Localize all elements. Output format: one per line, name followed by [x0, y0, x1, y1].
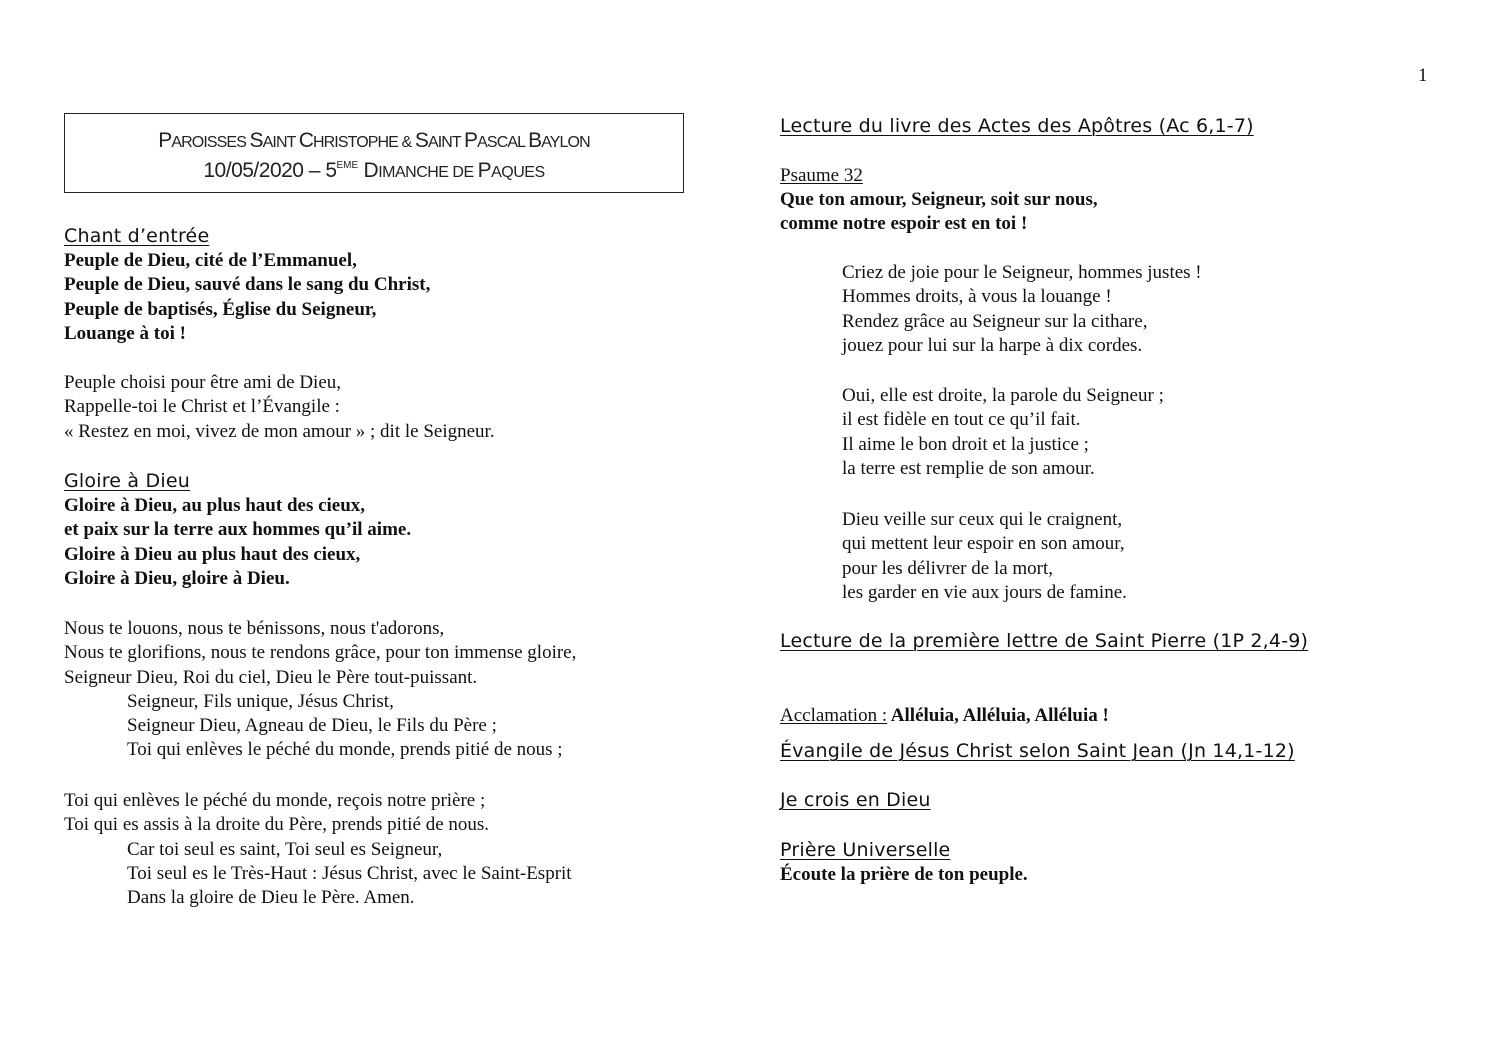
- lyric-line: qui mettent leur espoir en son amour,: [842, 533, 1125, 555]
- lyric-line: Toi qui es assis à la droite du Père, prends pitié de nous.: [64, 814, 490, 836]
- lyric-line: Seigneur Dieu, Agneau de Dieu, le Fils du Père ;: [127, 715, 497, 737]
- gloire-title: Gloire à Dieu: [64, 470, 190, 492]
- lyric-line: Car toi seul es saint, Toi seul es Seigneur,: [127, 838, 443, 860]
- credo-title: Je crois en Dieu: [780, 789, 931, 811]
- lyric-line: Nous te glorifions, nous te rendons grâce, pour ton immense gloire,: [64, 642, 577, 664]
- header-date-sunday: 10/05/2020 – 5EME DIMANCHE DE PAQUES: [203, 159, 545, 182]
- lyric-line: Nous te louons, nous te bénissons, nous t'adorons,: [64, 618, 445, 639]
- lyric-line: jouez pour lui sur la harpe à dix cordes.: [842, 334, 1143, 356]
- acclamation: [780, 704, 1480, 728]
- psaume-strophe-3: [780, 508, 1480, 605]
- psaume-refrain: [780, 188, 1480, 237]
- lyric-line: Toi seul es le Très-Haut : Jésus Christ, avec le Saint-Esprit: [127, 862, 572, 884]
- acclamation-text: Alléluia, Alléluia, Alléluia !: [887, 705, 1109, 726]
- lyric-line: et paix sur la terre aux hommes qu’il aime.: [64, 519, 412, 541]
- priere-refrain: Écoute la prière de ton peuple.: [780, 864, 1028, 885]
- lyric-line: Peuple choisi pour être ami de Dieu,: [64, 372, 342, 393]
- priere-title: Prière Universelle: [780, 839, 951, 861]
- lyric-line: Dans la gloire de Dieu le Père. Amen.: [127, 887, 415, 909]
- psaume-strophe-1: [780, 261, 1480, 358]
- lyric-line: Gloire à Dieu au plus haut des cieux,: [64, 543, 361, 565]
- lyric-line: Seigneur, Fils unique, Jésus Christ,: [127, 690, 394, 712]
- lyric-line: Que ton amour, Seigneur, soit sur nous,: [780, 189, 1098, 210]
- evangile-title: Évangile de Jésus Christ selon Saint Jean (Jn 14,1-12): [780, 740, 1295, 762]
- header-parishes: PAROISSES SAINT CHRISTOPHE & SAINT PASCAL BAYLON: [158, 129, 590, 152]
- chant-entree-verse: [64, 371, 744, 444]
- page-number: 1: [1418, 65, 1428, 86]
- lyric-line: Peuple de baptisés, Église du Seigneur,: [64, 298, 377, 320]
- lyric-line: Louange à toi !: [64, 322, 186, 344]
- lyric-line: Dieu veille sur ceux qui le craignent,: [842, 509, 1123, 530]
- gloire-verse-1: [64, 617, 744, 763]
- actes-title: Lecture du livre des Actes des Apôtres (Ac 6,1-7): [780, 115, 1254, 137]
- lyric-line: Toi qui enlèves le péché du monde, prends pitié de nous ;: [127, 739, 563, 761]
- psaume-label: Psaume 32: [780, 165, 863, 186]
- lyric-line: « Restez en moi, vivez de mon amour » ; dit le Seigneur.: [64, 420, 495, 442]
- lyric-line: Gloire à Dieu, au plus haut des cieux,: [64, 495, 366, 516]
- lyric-line: Gloire à Dieu, gloire à Dieu.: [64, 567, 290, 589]
- lyric-line: les garder en vie aux jours de famine.: [842, 581, 1127, 603]
- lyric-line: Rendez grâce au Seigneur sur la cithare,: [842, 310, 1148, 332]
- lyric-line: il est fidèle en tout ce qu’il fait.: [842, 409, 1081, 431]
- lyric-line: Peuple de Dieu, cité de l’Emmanuel,: [64, 250, 357, 271]
- lyric-line: pour les délivrer de la mort,: [842, 557, 1054, 579]
- lyric-line: comme notre espoir est en toi !: [780, 213, 1028, 235]
- psaume-strophe-2: [780, 384, 1480, 481]
- lyric-line: Peuple de Dieu, sauvé dans le sang du Christ,: [64, 274, 431, 296]
- lyric-line: Il aime le bon droit et la justice ;: [842, 433, 1089, 455]
- header-box: [64, 113, 684, 193]
- chant-entree-title: Chant d’entrée: [64, 225, 210, 247]
- lyric-line: Criez de joie pour le Seigneur, hommes justes !: [842, 262, 1202, 283]
- chant-entree-refrain: [64, 249, 744, 346]
- lyric-line: Seigneur Dieu, Roi du ciel, Dieu le Père tout-puissant.: [64, 666, 478, 688]
- lyric-line: Rappelle-toi le Christ et l’Évangile :: [64, 396, 340, 418]
- lyric-line: Oui, elle est droite, la parole du Seigneur ;: [842, 385, 1164, 406]
- gloire-refrain: [64, 494, 744, 591]
- lyric-line: la terre est remplie de son amour.: [842, 457, 1095, 479]
- pierre-title: Lecture de la première lettre de Saint Pierre (1P 2,4-9): [780, 630, 1309, 652]
- lyric-line: Toi qui enlèves le péché du monde, reçois notre prière ;: [64, 790, 486, 811]
- acclamation-label: Acclamation :: [780, 705, 888, 726]
- gloire-verse-2: [64, 789, 744, 910]
- lyric-line: Hommes droits, à vous la louange !: [842, 286, 1112, 308]
